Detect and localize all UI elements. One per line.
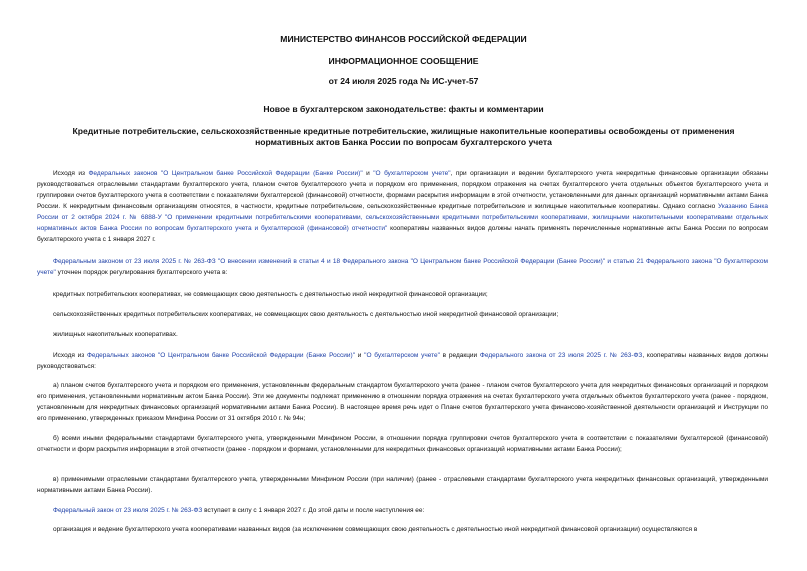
link-federal-law-263fz-3[interactable]: Федеральный закон от 23 июля 2025 г. № 263-ФЗ: [53, 507, 203, 514]
link-federal-law-263fz-2[interactable]: Федерального закона от 23 июля 2025 г. № 263-ФЗ: [479, 352, 643, 359]
paragraph-item-b: б) всеми иными федеральными стандартами бухгалтерского учета, утвержденными Минфином России, в отношении порядка группировки счетов бухгалтерского учета в соответствии с показателями бухгалтерской (финансовой) отчетности и форм раскрытия информации в этой отчетности (ранее - порядком и формами, установленными для некредитных финансовых организаций нормативными актами Банка России);: [37, 435, 768, 453]
document-date-number: от 24 июля 2025 года № ИС-учет-57: [328, 76, 479, 86]
paragraph-intro: Исходя из Федеральных законов "О Центральном банке Российской Федерации (Банке России)" и "О бухгалтерском учете", при организации и ведении бухгалтерского учета некредитные финансовые организации обязаны руководствоваться отраслевыми стандартами бухгалтерского учета, планом счетов бухгалтерского учета и порядком его применения, порядком отражения на счетах бухгалтерского учета отдельных объектов бухгалтерского учета и группировки счетов бухгалтерского учета в соответствии с показателями бухгалтерской (финансовой) отчетности, формами раскрытия информации в этой отчетности, установленными для данных организаций нормативными актами Банка России. К некредитным финансовым организациям относятся, в частности, кредитные потребительские, сельскохозяйственные кредитные потребительские и жилищные накопительные кооперативы. Однако согласно Указанию Банка России от 2 октября 2024 г. № 6888-У "О применении кредитными потребительскими кооперативами, сельскохозяйственными кредитными потребительскими кооперативами, жилищными накопительными кооперативами отдельных нормативных актов Банка России по вопросам бухгалтерского учета и бухгалтерской (финансовой) отчетности" кооперативы названных видов должны начать применять перечисленные нормативные акты Банка России по вопросам бухгалтерского учета с 1 января 2027 г.: [37, 170, 768, 243]
link-federal-laws-central-bank[interactable]: Федеральных законов "О Центральном банке Российской Федерации (Банке России)": [88, 170, 363, 177]
link-federal-law-263fz[interactable]: Федеральным законом от 23 июля 2025 г. № 263-ФЗ "О внесении изменений в статьи 4 и 18 Федерального закона "О Центральном банке Российской Федерации (Банке России)" и статью 21 Федерального закона "О бухгалтерском учете": [37, 258, 768, 276]
document-title-line1: Кредитные потребительские, сельскохозяйственные кредитные потребительские, жилищные накопительные кооперативы освобождены от применения: [72, 126, 735, 136]
paragraph-effective-date: Федеральный закон от 23 июля 2025 г. № 263-ФЗ вступает в силу с 1 января 2027 г. До этой даты и после наступления ее:: [53, 507, 425, 514]
paragraph-item-v: в) применимыми отраслевыми стандартами бухгалтерского учета, утвержденными Минфином России (при наличии) (ранее - отраслевыми стандартами бухгалтерского учета некредитных финансовых организаций, утвержденными нормативными актами Банка России).: [37, 476, 768, 494]
paragraph-organization: организация и ведение бухгалтерского учета кооперативами названных видов (за исключением совмещающих свою деятельность с деятельностью иной некредитной финансовой организации) осуществляются в: [53, 526, 698, 533]
document-title-line2: нормативных актов Банка России по вопросам бухгалтерского учета: [255, 137, 552, 147]
list-item-credit-cooperatives: кредитных потребительских кооперативах, не совмещающих свою деятельность с деятельностью иной некредитной финансовой организации;: [53, 291, 488, 298]
paragraph-law-263fz: Федеральным законом от 23 июля 2025 г. № 263-ФЗ "О внесении изменений в статьи 4 и 18 Федерального закона "О Центральном банке Российской Федерации (Банке России)" и статью 21 Федерального закона "О бухгалтерском учете" уточнен порядок регулирования бухгалтерского учета в:: [37, 258, 768, 276]
document-type: ИНФОРМАЦИОННОЕ СООБЩЕНИЕ: [328, 56, 479, 66]
paragraph-item-a: а) планом счетов бухгалтерского учета и порядком его применения, установленным федеральным стандартом бухгалтерского учета (ранее - планом счетов бухгалтерского учета для некредитных финансовых организаций и порядком его применения, установленными нормативным актом Банка России). Эти же документы подлежат применению в отношении порядка отражения на счетах бухгалтерского учета отдельных объектов бухгалтерского учета (ранее - порядком, установленным для некредитных финансовых организаций нормативными актами Банка России). В настоящее время речь идет о Плане счетов бухгалтерского учета финансово-хозяйственной деятельности организаций и Инструкции по его применению, утвержденных приказом Минфина России от 31 октября 2010 г. № 94н;: [37, 382, 768, 422]
document-subtitle: Новое в бухгалтерском законодательстве: факты и комментарии: [263, 104, 544, 114]
list-item-housing-cooperatives: жилищных накопительных кооперативах.: [53, 331, 178, 338]
list-item-agri-cooperatives: сельскохозяйственных кредитных потребительских кооперативах, не совмещающих свою деятельность с деятельностью иной некредитной финансовой организации;: [53, 311, 559, 318]
paragraph-guidance: Исходя из Федеральных законов "О Центральном банке Российской Федерации (Банке России)" и "О бухгалтерском учете" в редакции Федерального закона от 23 июля 2025 г. № 263-ФЗ, кооперативы названных видов должны руководствоваться:: [37, 352, 769, 370]
link-law-accounting-2[interactable]: "О бухгалтерском учете": [364, 352, 440, 359]
ministry-heading: МИНИСТЕРСТВО ФИНАНСОВ РОССИЙСКОЙ ФЕДЕРАЦИИ: [280, 34, 527, 44]
link-federal-laws-central-bank-2[interactable]: Федеральных законов "О Центральном банке Российской Федерации (Банке России)": [86, 352, 356, 359]
link-law-accounting[interactable]: "О бухгалтерском учете": [373, 170, 451, 177]
link-bank-instruction-6888u[interactable]: Указанию Банка России от 2 октября 2024 г. № 6888-У "О применении кредитными потребительскими кооперативами, сельскохозяйственными кредитными потребительскими кооперативами, жилищными накопительными кооперативами отдельных нормативных актов Банка России по вопросам бухгалтерского учета и бухгалтерской (финансовой) отчетности": [37, 203, 768, 232]
